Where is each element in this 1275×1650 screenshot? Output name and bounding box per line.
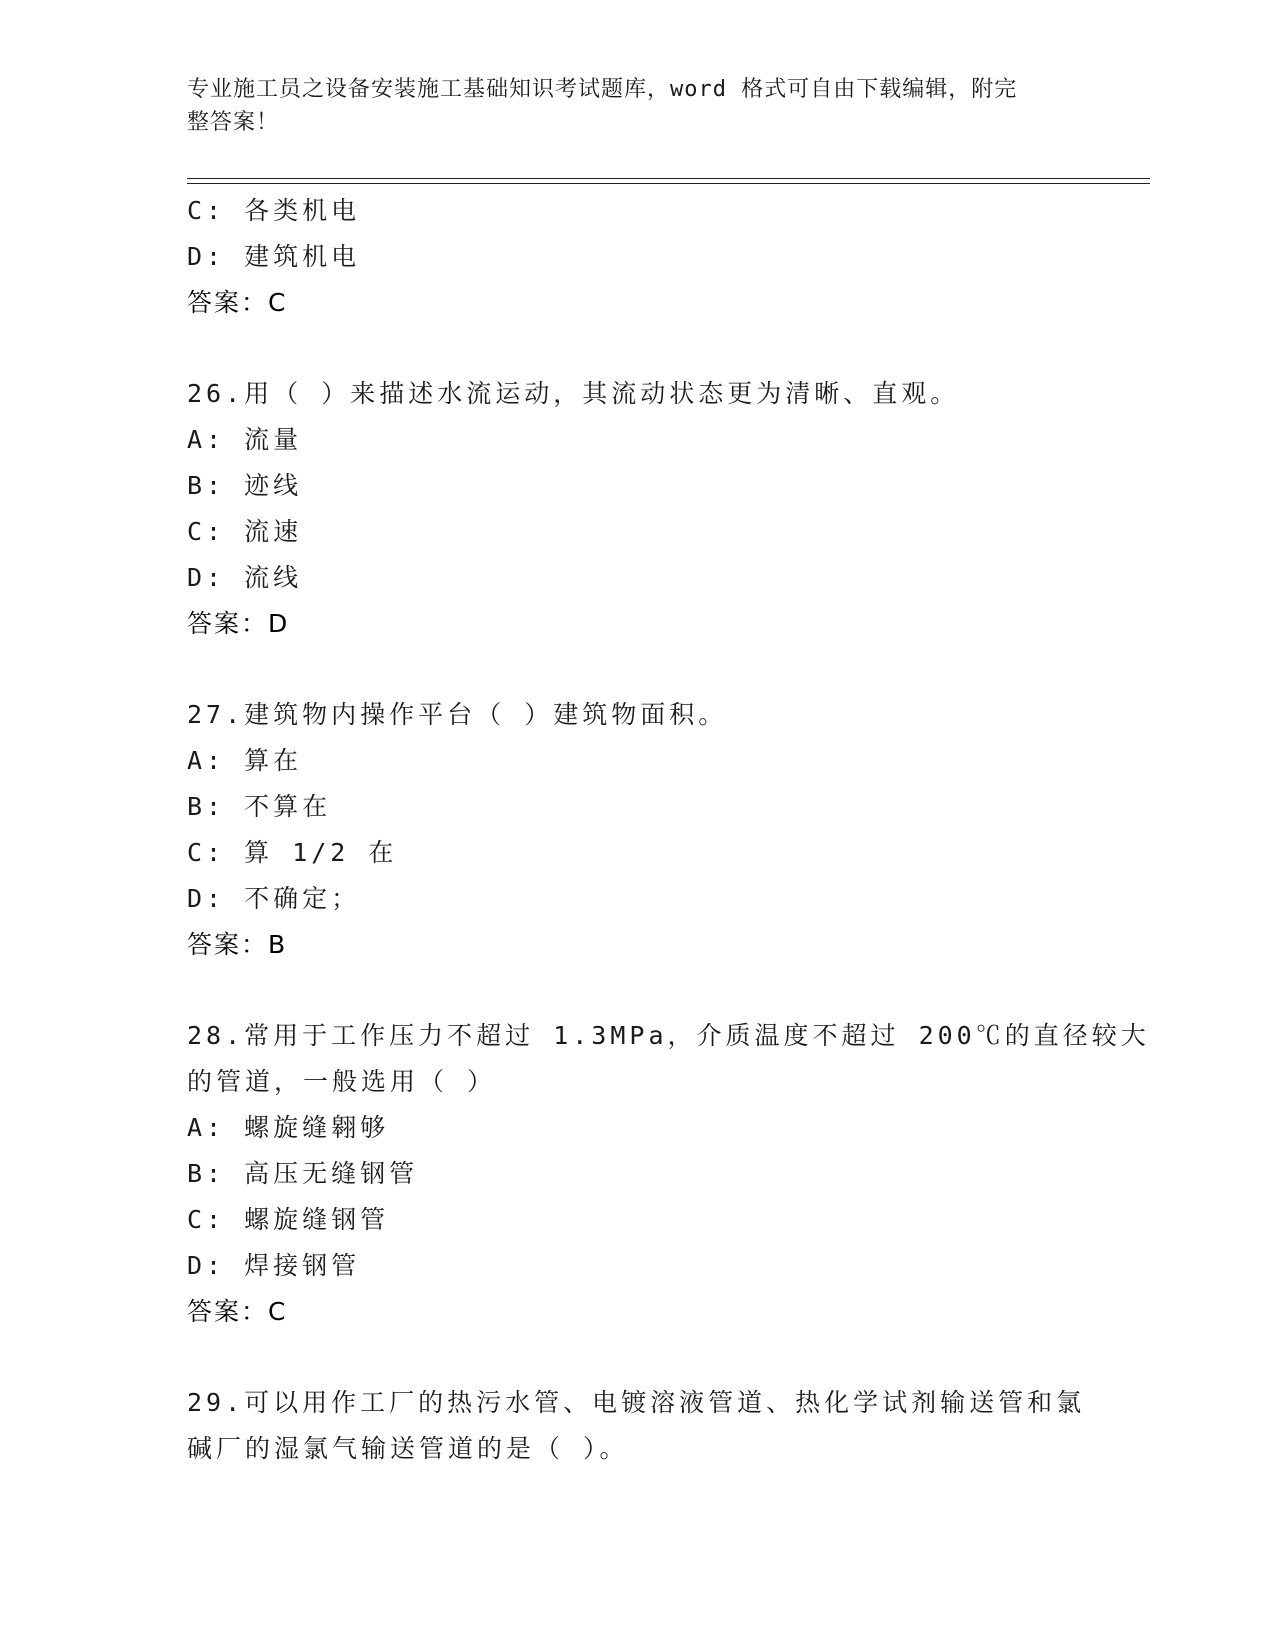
- option-c: C: 各类机电: [187, 196, 361, 225]
- header-line-2: 整答案！: [187, 110, 280, 135]
- option-d: D: 焊接钢管: [187, 1251, 361, 1280]
- option-d: D: 不确定；: [187, 884, 361, 913]
- option-b: B: 不算在: [187, 792, 332, 821]
- document-body: [187, 188, 1150, 1472]
- answer: 答案：C: [187, 1297, 288, 1326]
- question-29: [187, 1380, 1087, 1472]
- question-text-line-2: 的管道，一般选用（ ）: [187, 1067, 497, 1096]
- question-25-partial: [187, 188, 1087, 326]
- option-c: C: 算 1/2 在: [187, 838, 398, 867]
- question-text-line-2: 碱厂的湿氯气输送管道的是（ ）。: [187, 1434, 629, 1463]
- question-text: 26.用（ ）来描述水流运动，其流动状态更为清晰、直观。: [187, 379, 960, 408]
- answer: 答案：C: [187, 288, 288, 317]
- question-text-line-1: 28.常用于工作压力不超过 1.3MPa，介质温度不超过 200℃的直径较大: [187, 1021, 1150, 1050]
- option-c: C: 螺旋缝钢管: [187, 1205, 390, 1234]
- option-d: D: 建筑机电: [187, 242, 361, 271]
- question-text: 27.建筑物内操作平台（ ）建筑物面积。: [187, 700, 728, 729]
- spacer: [187, 968, 1087, 1013]
- spacer: [187, 1335, 1087, 1380]
- question-text-line-1: 29.可以用作工厂的热污水管、电镀溶液管道、热化学试剂输送管和氯: [187, 1388, 1086, 1417]
- answer: 答案：D: [187, 609, 290, 638]
- option-b: B: 高压无缝钢管: [187, 1159, 419, 1188]
- question-27: [187, 692, 1087, 968]
- answer: 答案：B: [187, 930, 288, 959]
- option-a: A: 螺旋缝翱够: [187, 1113, 390, 1142]
- header-divider-bottom: [187, 183, 1150, 184]
- spacer: [187, 326, 1087, 371]
- option-a: A: 算在: [187, 746, 303, 775]
- header-line-1: 专业施工员之设备安装施工基础知识考试题库，word 格式可自由下载编辑，附完: [187, 77, 1018, 102]
- option-a: A: 流量: [187, 425, 303, 454]
- option-b: B: 迹线: [187, 471, 303, 500]
- header-divider-top: [187, 178, 1150, 179]
- document-header: [187, 73, 1067, 139]
- spacer: [187, 647, 1087, 692]
- option-c: C: 流速: [187, 517, 303, 546]
- option-d: D: 流线: [187, 563, 303, 592]
- question-28: [187, 1013, 1150, 1335]
- question-26: [187, 371, 1087, 647]
